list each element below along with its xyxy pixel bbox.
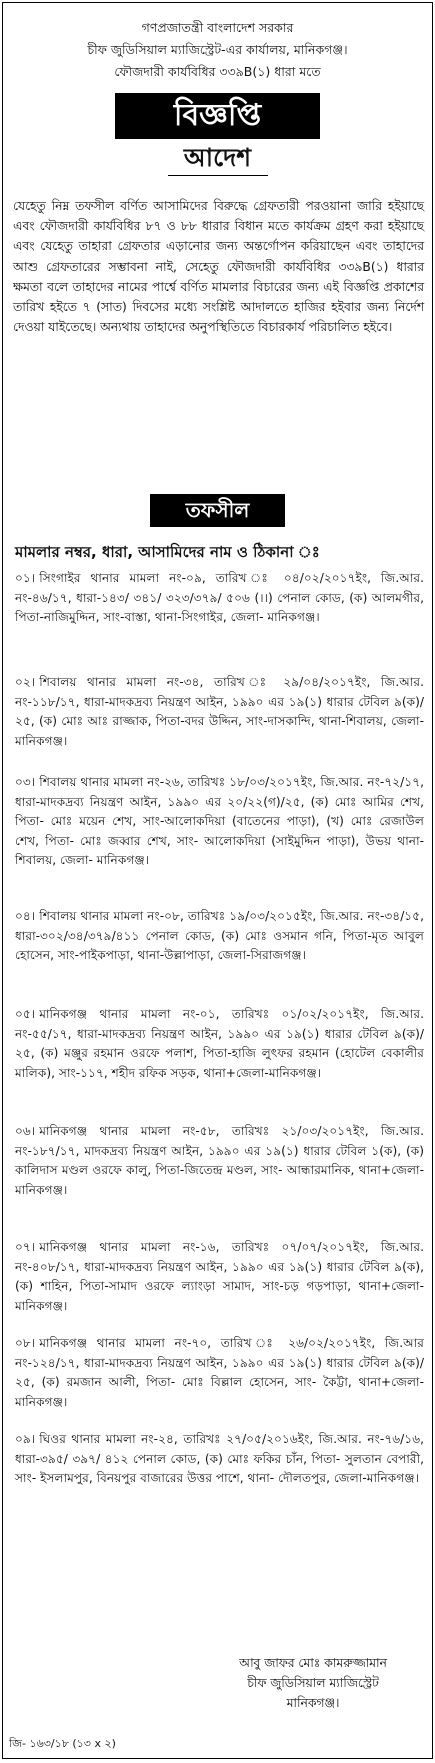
- case-item: [15, 673, 424, 758]
- law-section-title: ফৌজদারী কার্যবিধির ৩৩৯B(১) ধারা মতে: [114, 64, 321, 79]
- government-title: গণপ্রজাতন্ত্রী বাংলাদেশ সরকার: [141, 20, 294, 35]
- signatory-designation: চীফ জুডিসিয়াল ম্যাজিস্ট্রেট: [247, 1676, 379, 1690]
- case-text: সিংগাইর থানার মামলা নং-০৯, তারিখ ঃ ০৪/০২/২০১৭ইং, জি.আর. নং-৪৬/১৭, ধারা-১৪৩/ ৩৪১/ ৩২৩/৩৭৯/ ৫০৬ (।।) পেনাল কোড, (ক) আলমগীর, পিতা-নাজিমুদ্দিন, সাং-বাস্তা, থানা-সিংগাইর, জেলা- মানিকগঞ্জ।: [15, 571, 424, 625]
- case-number: ০৯।: [15, 1432, 36, 1446]
- case-number: ০৬।: [15, 1124, 36, 1138]
- cases-heading: মামলার নম্বর, ধারা, আসামিদের নাম ও ঠিকানা ঃ: [15, 543, 320, 561]
- order-title: আদেশ: [183, 143, 252, 172]
- case-number: ০৮।: [15, 1336, 36, 1350]
- case-item: [15, 907, 424, 989]
- footer-reference: জি- ১৬৩/১৮ (১৩ x ২): [9, 1737, 116, 1750]
- case-number: ০৩।: [15, 775, 36, 789]
- case-text: শিবালয় থানার মামলা নং-০৮, তারিখঃ ১৯/০৩/২০১৫ইং, জি.আর. নং-৩৪/১৫, ধারা-৩০২/৩৪/৩৭৯/৪১১ পেনাল কোড, (ক) মোঃ ওসমান গনি, পিতা-মৃত আবুল হোসেন, সাং-পাইকপাড়া, থানা-উল্লাপাড়া, জেলা-সিরাজগঞ্জ।: [15, 909, 424, 963]
- case-text: মানিকগঞ্জ থানার মামলা নং-৭০, তারিখ ঃ ২৬/০২/২০১৭ইং, জি.আর নং-১২৪/১৭, ধারা-মাদকদ্রব্য নিয়ন্ত্রণ আইন, ১৯৯০ এর ১৯(১) ধারার টেবিল ৯(ক)/২৫, (ক) রমজান আলী, পিতা- মোঃ বিল্লাল হোসেন, সাং- কৈট্টা, থানা+জেলা-মানিকগঞ্জ।: [15, 1336, 424, 1409]
- office-title: চীফ জুডিসিয়াল ম্যাজিস্ট্রেট-এর কার্যালয়, মানিকগঞ্জ।: [87, 42, 348, 57]
- header: [3, 3, 432, 83]
- case-number: ০৭।: [15, 1240, 36, 1254]
- order-title-underline: [168, 175, 268, 176]
- details-title: তফসীল: [150, 494, 285, 527]
- case-item: [15, 1238, 424, 1320]
- case-text: মানিকগঞ্জ থানার মামলা নং-০১, তারিখঃ ০১/০২/২০১৭ইং, জি.আর. নং-৫৫/১৭, ধারা-মাদকদ্রব্য নিয়ন্ত্রণ আইন, ১৯৯০ এর ১৯(১) ধারার টেবিল ৯(ক)/২৫, (ক) মঞ্জুর রহমান ওরফে পলাশ, পিতা-হাজি লুৎফর রহমান (হোটেল বেকালীর মালিক), সাং-১১৭, শহীদ রফিক সড়ক, থানা+জেলা-মানিকগঞ্জ।: [15, 1007, 424, 1080]
- case-text: মানিকগঞ্জ থানার মামলা নং-৫৮, তারিখঃ ২১/০৩/২০১৭ইং, জি.আর. নং-১৮৭/১৭, মাদকদ্রব্য নিয়ন্ত্রণ আইন, ১৯৯০ এর ১৯(১) ধারার টেবিল ১(ক), (ক) কালিদাস মণ্ডল ওরফে কালু, পিতা-জিতেন্দ্র মণ্ডল, সাং- আন্ধারমানিক, থানা+জেলা-মানিকগঞ্জ।: [15, 1124, 424, 1197]
- case-text: শিবালয় থানার মামলা নং-৩৪, তারিখ ঃ ২৯/০৪/২০১৭ইং, জি.আর. নং-১১৮/১৭, ধারা-মাদকদ্রব্য নিয়ন্ত্রণ আইন, ১৯৯০ এর ১৯(১) ধারার টেবিল ৯(ক)/২৫, (ক) মোঃ আঃ রাজ্জাক, পিতা-বদর উদ্দিন, সাং-দাসকান্দি, থানা-শিবালয়, জেলা-মানিকগঞ্জ।: [15, 675, 424, 748]
- case-number: ০২।: [15, 675, 36, 689]
- intro-paragraph: যেহেতু নিম্ন তফসীল বর্ণিত আসামিদের বিরুদ্ধে গ্রেফতারী পরওয়ানা জারি হইয়াছে এবং ফৌজদারী কার্যবিধির ৮৭ ও ৮৮ ধারার বিধান মতে কার্যক্রম গ্রহণ করা হইয়াছে এবং যেহেতু তাহারা গ্রেফতার এড়ানোর জন্য অন্তর্গোপন করিয়াছেন এবং তাহাদের আশু গ্রেফতারের সম্ভাবনা নাই, সেহেতু ফৌজদারী কার্যবিধির ৩৩৯B(১) ধারার ক্ষমতা বলে তাহাদের নামের পার্শ্বে বর্ণিত মামলার বিচারের জন্য এই বিজ্ঞপ্তি প্রকাশের তারিখ হইতে ৭ (সাত) দিবসের মধ্যে সংশ্লিষ্ট আদালতে হাজির হইবার জন্য নির্দেশ দেওয়া যাইতেছে। অন্যথায় তাহাদের অনুপস্থিতিতে বিচারকার্য পরিচালিত হইবে।: [13, 199, 424, 335]
- case-item: [15, 773, 424, 891]
- signatory-place: মানিকগঞ্জ।: [286, 1696, 340, 1710]
- signatory-name: আবু জাফর মোঃ কামরুজ্জামান: [239, 1656, 387, 1670]
- signature-block: [203, 1653, 423, 1713]
- case-number: ০৫।: [15, 1007, 36, 1021]
- case-item: [15, 569, 424, 657]
- notice-page: [2, 2, 433, 1759]
- notice-title: বিজ্ঞপ্তি: [115, 93, 320, 139]
- case-text: ঘিওর থানার মামলা নং-২৪, তারিখঃ ২৭/০৫/২০১৬ইং, জি.আর. নং-৭৬/১৬, ধারা-৩৯৫/ ৩৯৭/ ৪১২ পেনাল কোড, (ক) মোঃ ফকির চাঁন, পিতা- সুলতান বেপারী, সাং- ইসলামপুর, বিনয়পুর বাজারের উত্তর পাশে, থানা- দৌলতপুর, জেলা-মানিকগঞ্জ।: [15, 1432, 424, 1486]
- case-number: ০৪।: [15, 909, 36, 923]
- case-number: ০১।: [15, 571, 36, 585]
- case-item: [15, 1122, 424, 1224]
- case-item: [15, 1334, 424, 1416]
- case-text: মানিকগঞ্জ থানার মামলা নং-১৬, তারিখঃ ০৭/০৭/২০১৭ইং, জি.আর. নং-৪০৮/১৭, ধারা-মাদকদ্রব্য নিয়ন্ত্রণ আইন, ১৯৯০ এর ১৯(১) ধারার টেবিল ৯(ক), (ক) শাহিন, পিতা-সামাদ ওরফে ল্যাংড়া সামাদ, সাং-চড় গড়পাড়া, থানা+জেলা- মানিকগঞ্জ।: [15, 1240, 424, 1313]
- case-item: [15, 1005, 424, 1107]
- case-item: [15, 1430, 424, 1518]
- case-text: শিবালয় থানার মামলা নং-২৬, তারিখঃ ১৮/০৩/২০১৭ইং, জি.আর. নং-৭২/১৭, ধারা-মাদকদ্রব্য নিয়ন্ত্রণ আইন, ১৯৯০ এর ২০/২২(গ)/২৫, (ক) মোঃ আমির শেখ, পিতা- মোঃ ময়েন শেখ, সাং-আলোকদিয়া (বাতেনের পাড়া), (খ) মোঃ রেজাউল শেখ, পিতা- মোঃ জব্বার শেখ, সাং- আলোকদিয়া (সাইমুদ্দিন পাড়া), উভয় থানা-শিবালয়, জেলা- মানিকগঞ্জ।: [15, 775, 424, 868]
